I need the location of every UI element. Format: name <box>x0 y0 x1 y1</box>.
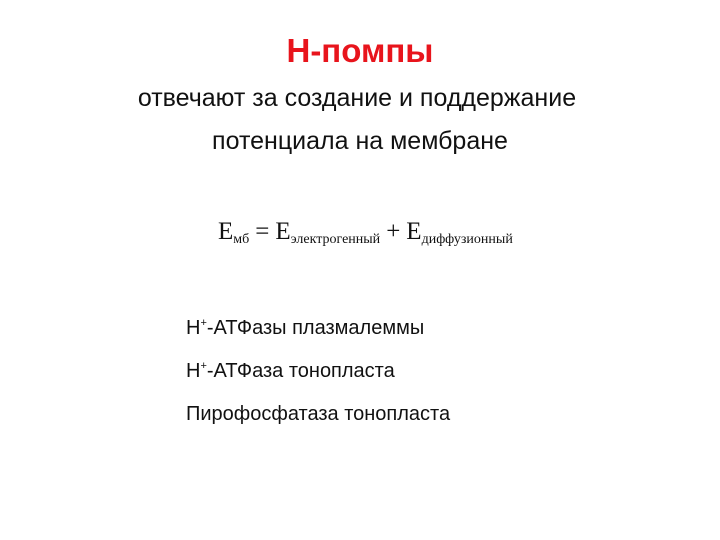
list-item-text: -АТФаза тонопласта <box>206 360 395 382</box>
list-item-text: Пирофосфатаза тонопласта <box>186 403 451 425</box>
list-item-superscript: + <box>200 360 207 372</box>
list-item <box>186 311 450 354</box>
slide-title: Н-помпы <box>286 32 434 69</box>
potential-formula <box>218 217 513 255</box>
formula-lhs-symbol: E <box>218 218 234 245</box>
pump-list <box>186 311 450 440</box>
list-item-base: Н <box>186 317 201 339</box>
formula-equals: = <box>255 218 270 245</box>
formula-term2-symbol: E <box>406 218 422 245</box>
formula-term1-symbol: E <box>275 218 291 245</box>
list-item-base: Н <box>186 360 201 382</box>
formula-term2-subscript: диффузионный <box>421 232 513 247</box>
subtitle-line-1: отвечают за создание и поддержание <box>137 84 577 112</box>
subtitle-line-2: потенциала на мембране <box>212 127 508 155</box>
formula-term1-subscript: электрогенный <box>290 232 381 247</box>
list-item <box>186 354 450 397</box>
formula-plus: + <box>386 218 401 245</box>
formula-lhs-subscript: мб <box>233 232 250 247</box>
list-item-text: -АТФазы плазмалеммы <box>206 317 425 339</box>
list-item <box>186 397 450 440</box>
list-item-superscript: + <box>200 317 207 329</box>
